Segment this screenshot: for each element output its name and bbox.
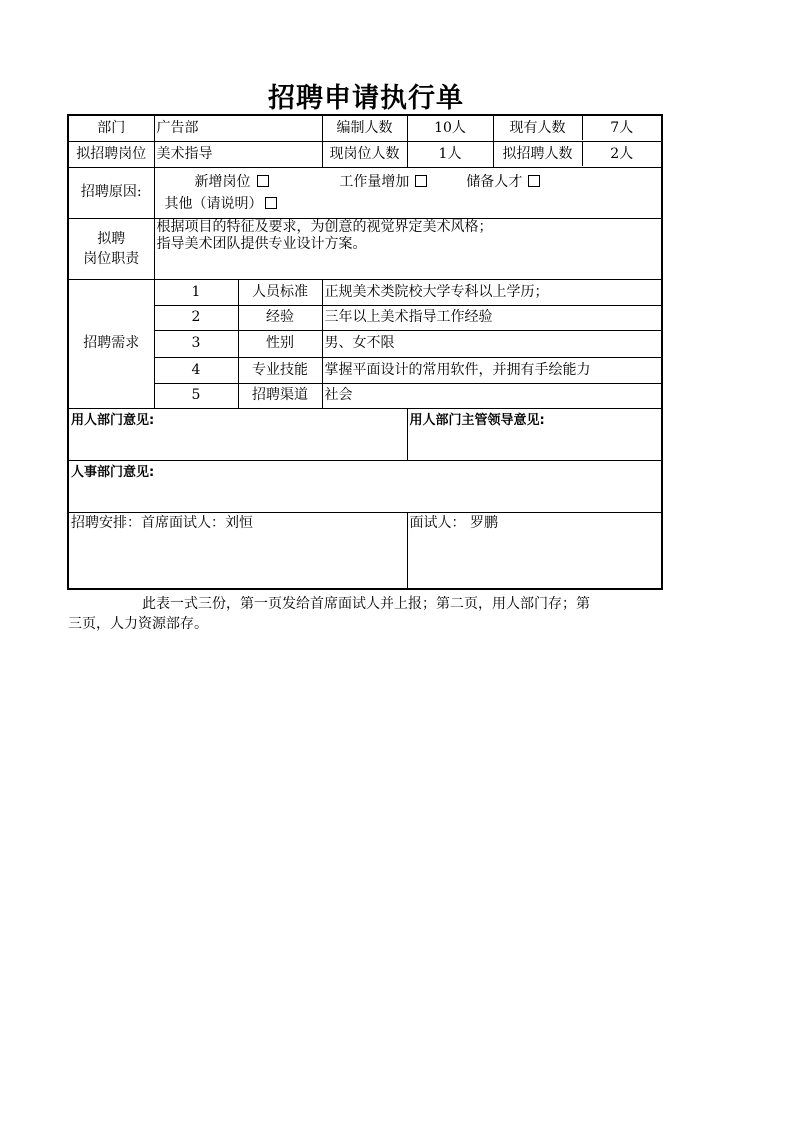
req-item: 性别 bbox=[238, 330, 322, 357]
requirements-label: 招聘需求 bbox=[68, 279, 154, 408]
row-position bbox=[68, 141, 662, 167]
reason-options bbox=[154, 167, 662, 218]
req-row bbox=[68, 305, 662, 330]
checkbox-reserve[interactable] bbox=[528, 175, 540, 187]
form-title: 招聘申请执行单 bbox=[268, 83, 464, 114]
reason-option-new: 新增岗位 bbox=[195, 174, 269, 190]
note-line2: 三页，人力资源部存。 bbox=[68, 616, 208, 632]
req-value: 正规美术类院校大学专科以上学历； bbox=[322, 279, 662, 305]
req-value: 男、女不限 bbox=[322, 330, 662, 357]
req-no: 2 bbox=[154, 305, 238, 330]
staff-quota-value: 10人 bbox=[407, 115, 493, 141]
duties-text: 根据项目的特征及要求，为创意的视觉界定美术风格； 指导美术团队提供专业设计方案。 bbox=[154, 218, 662, 279]
req-no: 5 bbox=[154, 383, 238, 408]
checkbox-other[interactable] bbox=[265, 197, 277, 209]
row-arrangement bbox=[68, 512, 662, 589]
req-value: 三年以上美术指导工作经验 bbox=[322, 305, 662, 330]
req-row bbox=[68, 383, 662, 408]
checkbox-new-position[interactable] bbox=[257, 175, 269, 187]
req-value: 社会 bbox=[322, 383, 662, 408]
reason-option-workload: 工作量增加 bbox=[339, 174, 427, 190]
checkbox-workload[interactable] bbox=[415, 175, 427, 187]
position-value: 美术指导 bbox=[154, 141, 322, 167]
current-count-value: 7人 bbox=[610, 119, 634, 136]
hire-count-label: 拟招聘人数 bbox=[494, 142, 583, 166]
req-item: 经验 bbox=[238, 305, 322, 330]
row-duties bbox=[68, 218, 662, 279]
staff-quota-label: 编制人数 bbox=[322, 115, 407, 141]
note-line1: 此表一式三份，第一页发给首席面试人并上报；第二页，用人部门存；第 bbox=[142, 596, 590, 612]
row-hr-opinion bbox=[68, 460, 662, 512]
row-department bbox=[68, 115, 662, 141]
hr-opinion[interactable]: 人事部门意见: bbox=[68, 460, 662, 512]
req-item: 人员标准 bbox=[238, 279, 322, 305]
hire-count-cell bbox=[493, 141, 662, 167]
reason-option-reserve: 储备人才 bbox=[466, 174, 540, 190]
req-item: 专业技能 bbox=[238, 357, 322, 383]
duties-label: 拟聘 岗位职责 bbox=[68, 218, 154, 279]
req-row bbox=[68, 330, 662, 357]
recruitment-form bbox=[67, 114, 663, 590]
position-label: 拟招聘岗位 bbox=[68, 141, 154, 167]
form-note bbox=[68, 594, 662, 634]
dept-value: 广告部 bbox=[154, 115, 322, 141]
current-pos-value: 1人 bbox=[407, 141, 493, 167]
req-row bbox=[68, 357, 662, 383]
req-no: 4 bbox=[154, 357, 238, 383]
row-reason bbox=[68, 167, 662, 218]
reason-label: 招聘原因: bbox=[68, 167, 154, 218]
row-dept-opinions bbox=[68, 408, 662, 460]
dept-leader-opinion[interactable]: 用人部门主管领导意见: bbox=[407, 408, 662, 460]
req-value: 掌握平面设计的常用软件，并拥有手绘能力 bbox=[322, 357, 662, 383]
dept-opinion[interactable]: 用人部门意见: bbox=[68, 408, 407, 460]
dept-label: 部门 bbox=[68, 115, 154, 141]
arrangement-right: 面试人： 罗鹏 bbox=[407, 512, 662, 589]
req-row bbox=[68, 279, 662, 305]
current-count-cell bbox=[493, 115, 662, 141]
req-no: 3 bbox=[154, 330, 238, 357]
current-count-label: 现有人数 bbox=[494, 116, 583, 140]
current-pos-label: 现岗位人数 bbox=[322, 141, 407, 167]
hire-count-value: 2人 bbox=[610, 145, 634, 162]
arrangement-left: 招聘安排：首席面试人：刘恒 bbox=[68, 512, 407, 589]
reason-option-other: 其他（请说明） bbox=[157, 193, 660, 215]
req-no: 1 bbox=[154, 279, 238, 305]
req-item: 招聘渠道 bbox=[238, 383, 322, 408]
